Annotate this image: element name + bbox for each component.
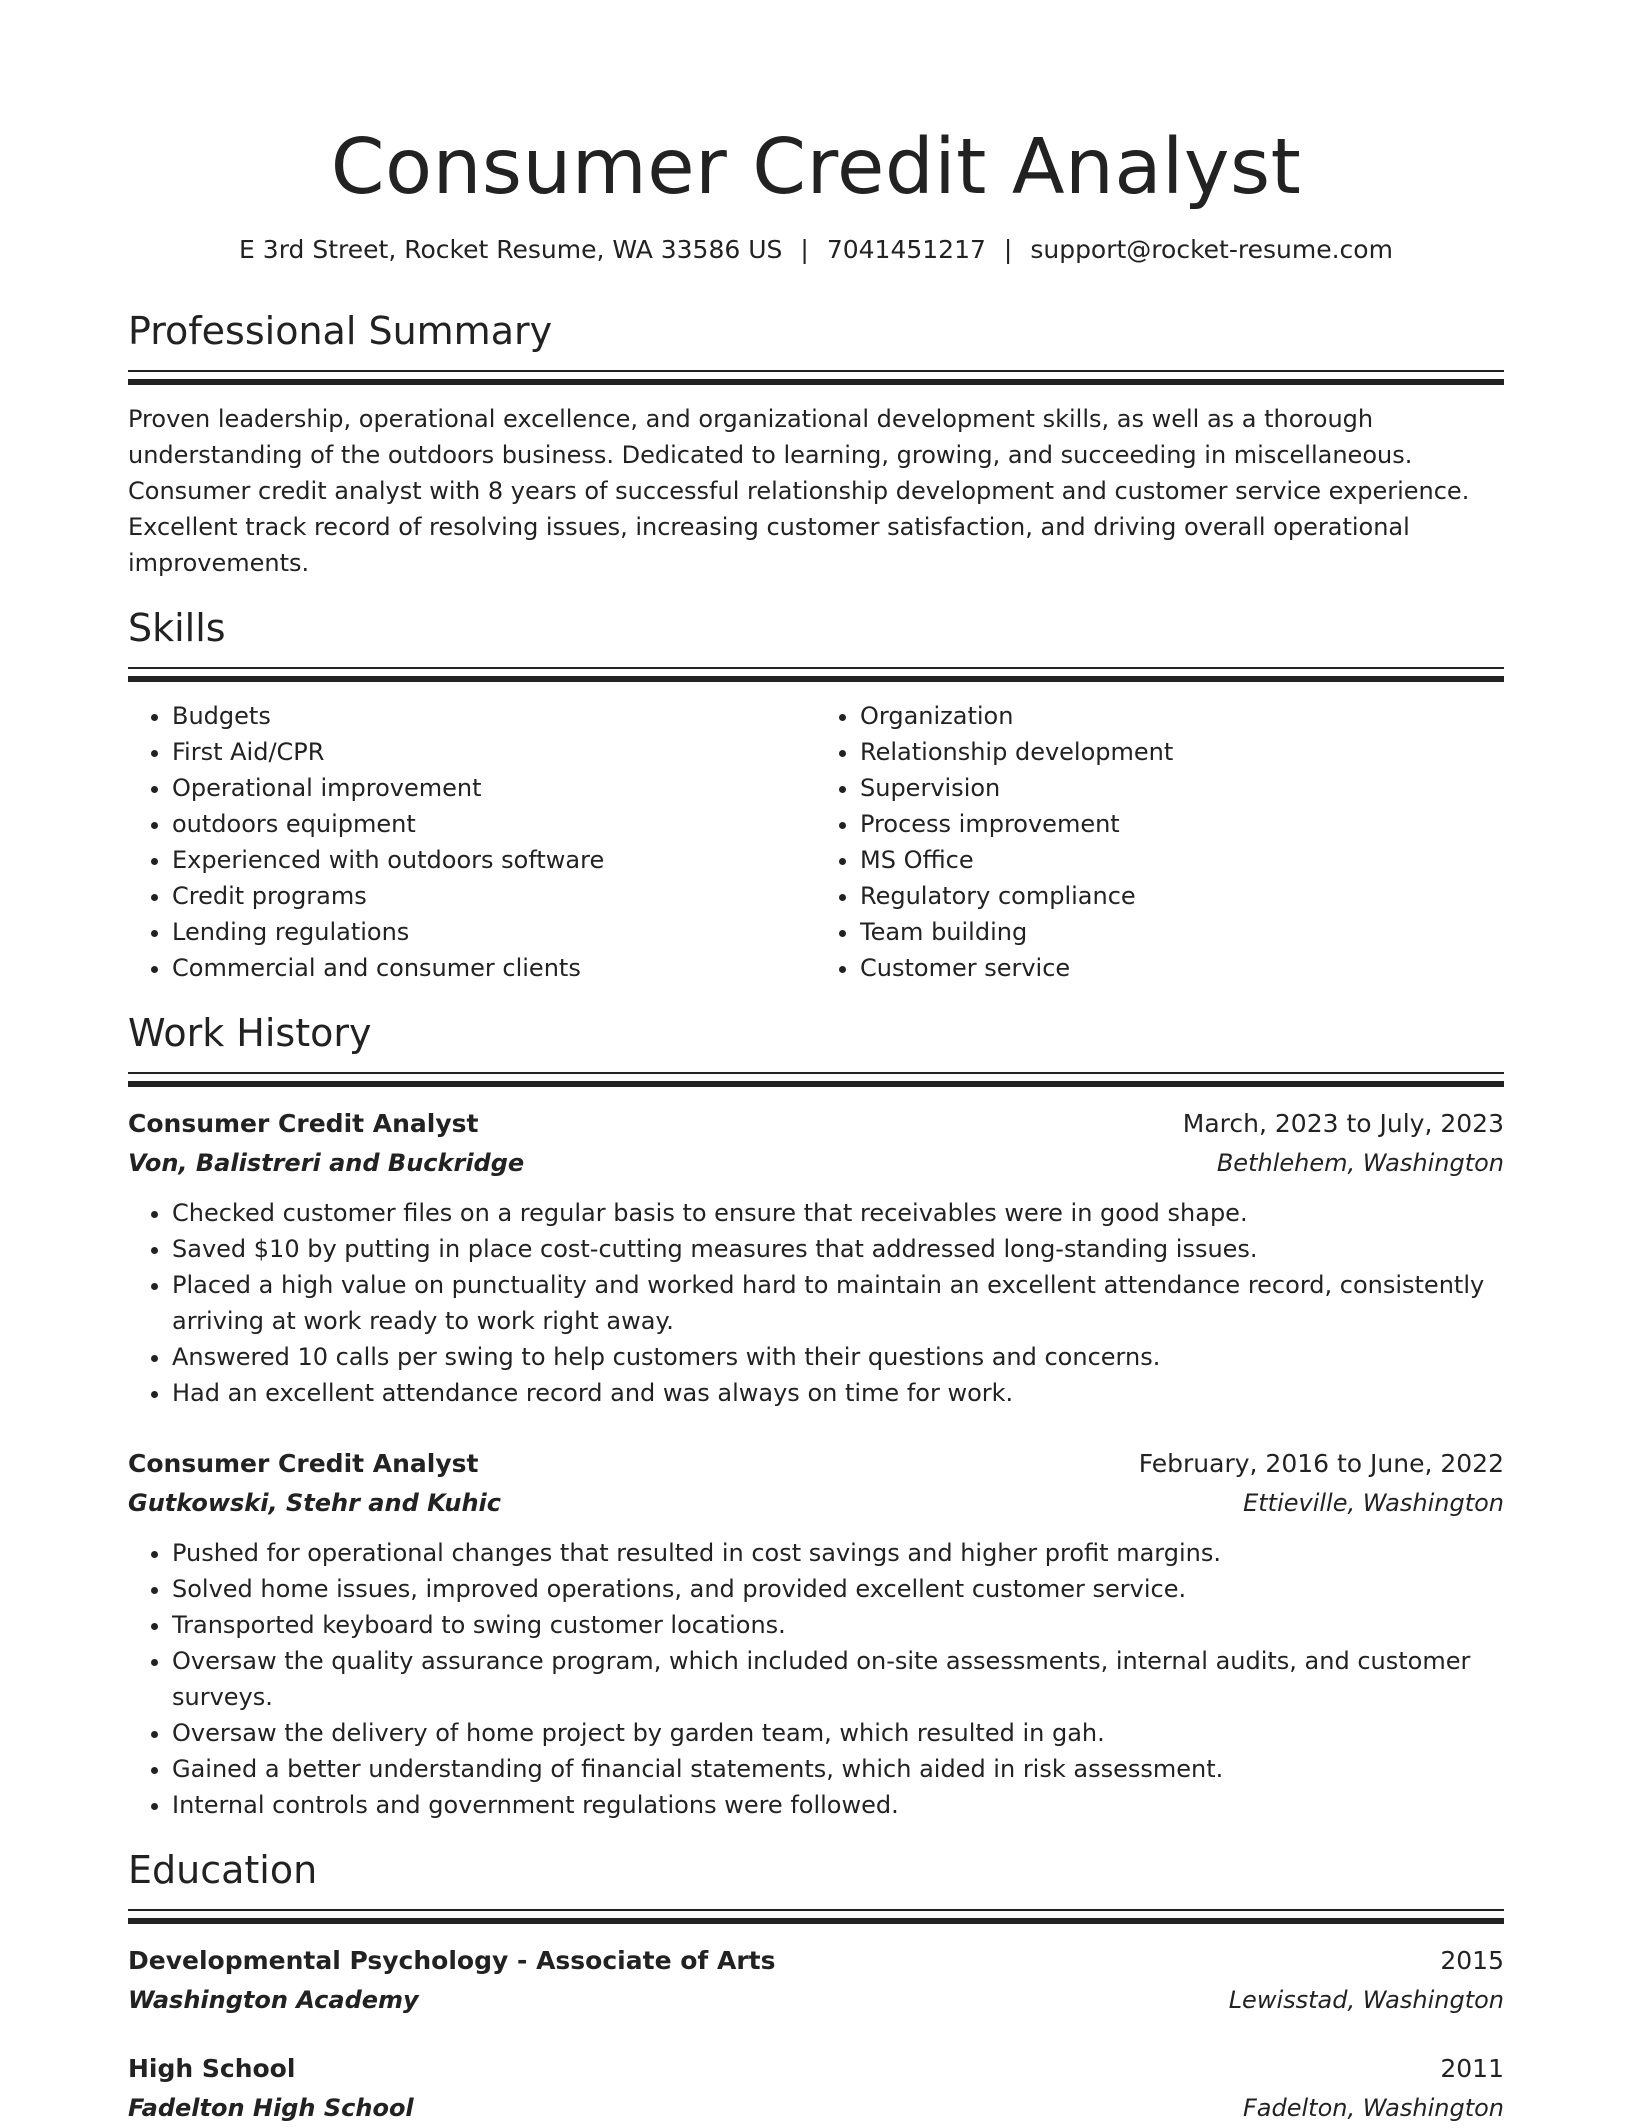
job-entry — [128, 1445, 1504, 1823]
job-header-row — [128, 1105, 1504, 1143]
job-bullet: • Solved home issues, improved operations, and provided excellent customer service. — [172, 1571, 1504, 1607]
education-heading: Education — [128, 1848, 318, 1892]
skill-item: • Credit programs — [172, 878, 816, 914]
skill-item: • Budgets — [172, 698, 816, 734]
job-bullet: • Gained a better understanding of financial statements, which aided in risk assessment. — [172, 1751, 1504, 1787]
skill-item: • Commercial and consumer clients — [172, 950, 816, 986]
education-year: 2011 — [1440, 2054, 1504, 2083]
summary-heading: Professional Summary — [128, 309, 553, 353]
job-title: Consumer Credit Analyst — [128, 1109, 479, 1138]
job-bullet: • Transported keyboard to swing customer locations. — [172, 1607, 1504, 1643]
education-entry — [128, 2050, 1504, 2128]
skills-section — [128, 603, 1504, 986]
skill-item: • Customer service — [860, 950, 1504, 986]
job-company: Von, Balistreri and Buckridge — [128, 1149, 525, 1177]
skill-item: • Organization — [860, 698, 1504, 734]
skills-right-column — [816, 698, 1504, 986]
job-location: Ettieville, Washington — [1243, 1489, 1504, 1517]
education-location: Fadelton, Washington — [1243, 2094, 1504, 2122]
skill-item: • Process improvement — [860, 806, 1504, 842]
contact-separator: | — [800, 235, 809, 264]
section-divider — [128, 1909, 1504, 1924]
education-entry — [128, 1942, 1504, 2020]
work-history-section — [128, 1008, 1504, 1823]
summary-text: Proven leadership, operational excellence, and organizational development skills, as well as a thorough understanding of the outdoors business. Dedicated to learning, growing, and succeeding in miscellaneous. Consumer credit analyst with 8 years of successful relationship development and customer service experience. Excellent track record of resolving issues, increasing customer satisfaction, and driving overall operational improvements. — [128, 405, 1470, 577]
skill-item: • Relationship development — [860, 734, 1504, 770]
job-company-row — [128, 1483, 1504, 1523]
education-degree: High School — [128, 2054, 296, 2083]
section-divider — [128, 1072, 1504, 1087]
job-bullet: • Checked customer files on a regular basis to ensure that receivables were in good shape. — [172, 1195, 1504, 1231]
job-bullet: • Pushed for operational changes that resulted in cost savings and higher profit margins. — [172, 1535, 1504, 1571]
skill-item: • Supervision — [860, 770, 1504, 806]
education-header-row — [128, 2050, 1504, 2088]
job-title: Consumer Credit Analyst — [128, 1449, 479, 1478]
resume-title: Consumer Credit Analyst — [330, 123, 1302, 212]
skills-left-column — [128, 698, 816, 986]
skill-item: • Operational improvement — [172, 770, 816, 806]
education-year: 2015 — [1440, 1946, 1504, 1975]
job-bullet: • Had an excellent attendance record and was always on time for work. — [172, 1375, 1504, 1411]
skill-item: • Team building — [860, 914, 1504, 950]
education-school: Fadelton High School — [128, 2094, 414, 2122]
job-dates: March, 2023 to July, 2023 — [1182, 1109, 1504, 1138]
skill-item: • MS Office — [860, 842, 1504, 878]
skill-item: • outdoors equipment — [172, 806, 816, 842]
education-header-row — [128, 1942, 1504, 1980]
skill-item: • Regulatory compliance — [860, 878, 1504, 914]
skill-item: • Experienced with outdoors software — [172, 842, 816, 878]
job-bullet: • Oversaw the delivery of home project by garden team, which resulted in gah. — [172, 1715, 1504, 1751]
education-location: Lewisstad, Washington — [1228, 1986, 1504, 2014]
job-bullet: • Oversaw the quality assurance program, which included on-site assessments, internal audits, and customer surveys. — [172, 1643, 1504, 1715]
education-school: Washington Academy — [128, 1986, 419, 2014]
section-divider — [128, 667, 1504, 682]
job-entry — [128, 1105, 1504, 1411]
education-school-row — [128, 1980, 1504, 2020]
job-location: Bethlehem, Washington — [1216, 1149, 1504, 1177]
job-bullets — [128, 1195, 1504, 1411]
contact-line — [128, 234, 1504, 266]
education-degree: Developmental Psychology - Associate of Arts — [128, 1946, 776, 1975]
summary-section — [128, 306, 1504, 581]
job-bullet: • Saved $10 by putting in place cost-cutting measures that addressed long-standing issues. — [172, 1231, 1504, 1267]
job-bullet: • Answered 10 calls per swing to help customers with their questions and concerns. — [172, 1339, 1504, 1375]
skills-columns — [128, 698, 1504, 986]
skills-heading: Skills — [128, 606, 226, 650]
job-company-row — [128, 1143, 1504, 1183]
education-school-row — [128, 2088, 1504, 2128]
section-divider — [128, 370, 1504, 385]
education-section — [128, 1845, 1504, 2128]
contact-address: E 3rd Street, Rocket Resume, WA 33586 US — [239, 235, 783, 264]
job-bullet: • Placed a high value on punctuality and worked hard to maintain an excellent attendance record, consistently arriving at work ready to work right away. — [172, 1267, 1504, 1339]
work-history-heading: Work History — [128, 1011, 372, 1055]
job-bullets — [128, 1535, 1504, 1823]
job-bullet: • Internal controls and government regulations were followed. — [172, 1787, 1504, 1823]
contact-separator: | — [1003, 235, 1013, 264]
skill-item: • First Aid/CPR — [172, 734, 816, 770]
job-header-row — [128, 1445, 1504, 1483]
skill-item: • Lending regulations — [172, 914, 816, 950]
resume-header — [128, 120, 1504, 266]
contact-phone: 7041451217 — [826, 235, 986, 264]
job-company: Gutkowski, Stehr and Kuhic — [128, 1489, 502, 1517]
contact-email: support@rocket-resume.com — [1030, 235, 1393, 264]
job-dates: February, 2016 to June, 2022 — [1138, 1449, 1504, 1478]
